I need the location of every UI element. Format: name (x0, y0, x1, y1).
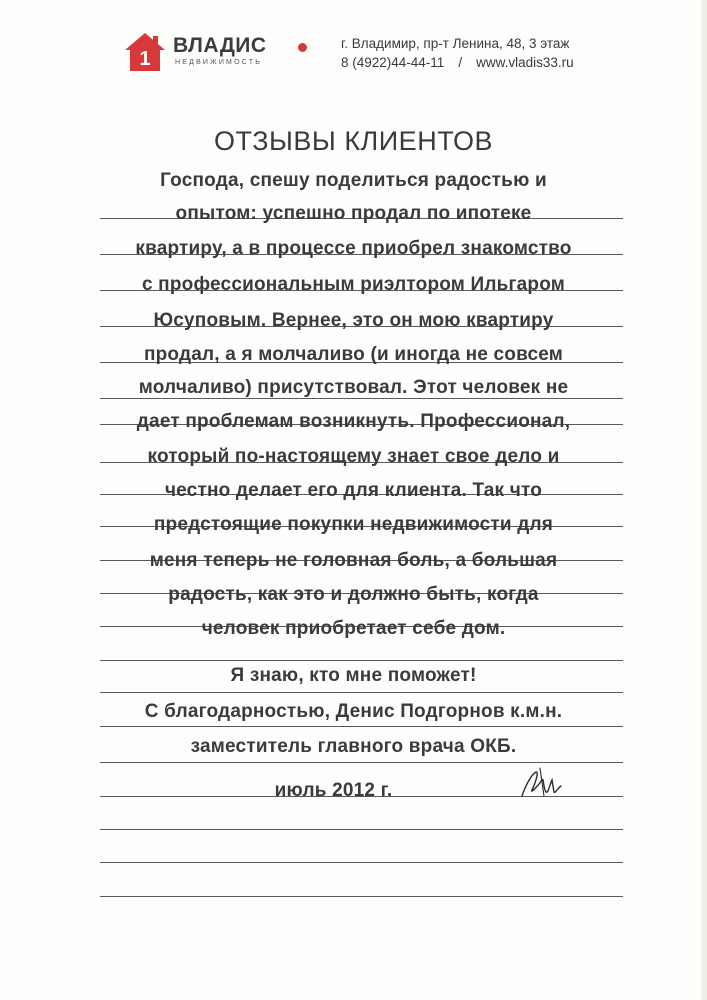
position-line: заместитель главного врача ОКБ. (190, 736, 517, 757)
company-address: г. Владимир, пр-т Ленина, 48, 3 этаж (341, 36, 570, 51)
company-website: www.vladis33.ru (476, 55, 574, 70)
review-line: продал, а я молчаливо (и иногда не совсем (143, 344, 564, 365)
ruled-line (100, 896, 623, 897)
review-line: меня теперь не головная боль, а большая (149, 550, 558, 571)
review-line: дает проблемам возникнуть. Профессионал, (136, 411, 571, 432)
company-phone: 8 (4922)44-44-11 (341, 55, 445, 70)
company-logo (124, 32, 289, 72)
logo-name: ВЛАДИС (173, 34, 267, 57)
review-line: радость, как это и должно быть, когда (168, 584, 539, 605)
ruled-line (100, 762, 623, 763)
page-title: ОТЗЫВЫ КЛИЕНТОВ (214, 126, 493, 156)
ruled-line (100, 660, 623, 661)
ruled-line (100, 726, 623, 727)
review-line: предстоящие покупки недвижимости для (153, 514, 554, 535)
contact-separator: / (458, 55, 463, 70)
review-line: который по-настоящему знает свое дело и (147, 446, 560, 467)
logo-subtitle: НЕДВИЖИМОСТЬ (175, 59, 263, 66)
review-line: молчаливо) присутствовал. Этот человек не (138, 377, 569, 398)
review-line: честно делает его для клиента. Так что (164, 480, 543, 501)
date-line: июль 2012 г. (274, 780, 393, 801)
header-dot-icon (298, 43, 307, 52)
ruled-line (100, 862, 623, 863)
thanks-line: С благодарностью, Денис Подгорнов к.м.н. (144, 701, 563, 722)
review-line: Юсуповым. Вернее, это он мою квартиру (153, 310, 554, 331)
house-logo-icon (124, 32, 166, 72)
review-line: Господа, спешу поделиться радостью и (160, 170, 547, 191)
review-line: квартиру, а в процессе приобрел знакомство (135, 238, 572, 259)
company-contacts (341, 55, 574, 70)
logo-digit: 1 (139, 48, 151, 70)
ruled-line (100, 692, 623, 693)
closing-line: Я знаю, кто мне поможет! (230, 665, 477, 686)
handwritten-signature (518, 766, 564, 806)
review-line: с профессиональным риэлтором Ильгаром (141, 274, 566, 295)
review-line: человек приобретает себе дом. (201, 618, 506, 639)
ruled-line (100, 829, 623, 830)
review-line: опытом: успешно продал по ипотеке (175, 203, 532, 224)
